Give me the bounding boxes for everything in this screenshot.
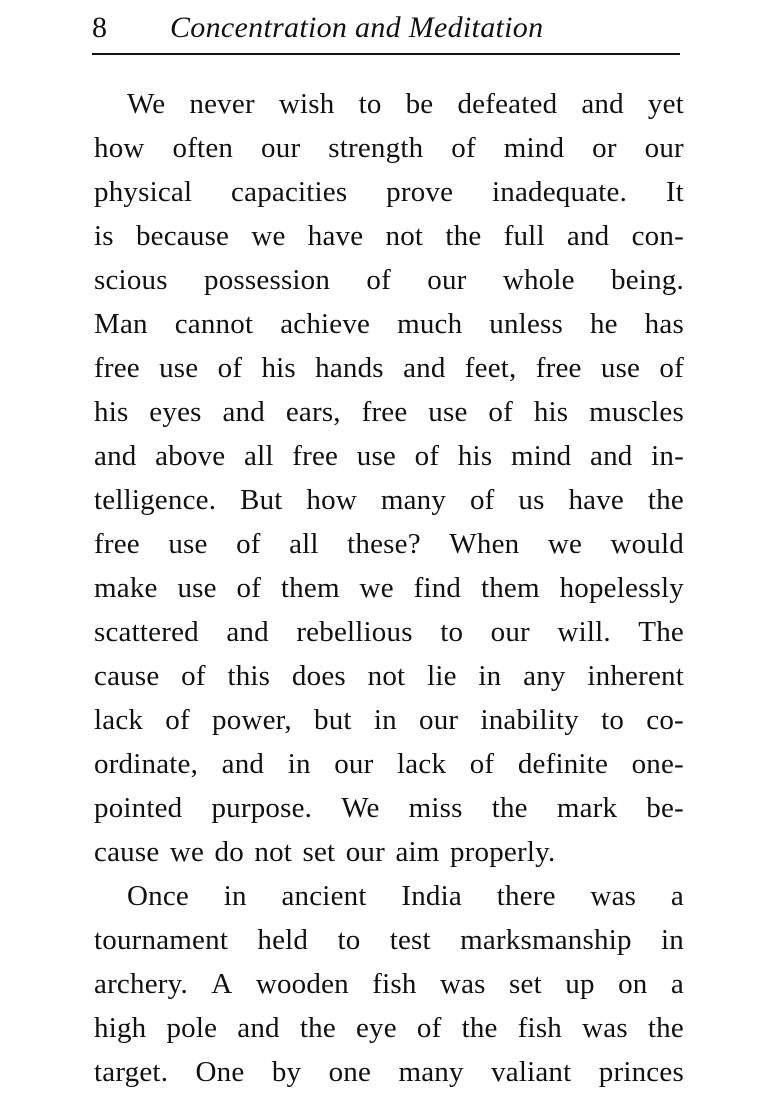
page-number: 8 [92,11,107,44]
text-line: Once in ancient India there was a [127,880,684,912]
text-line: target. One by one many valiant princes [94,1056,684,1088]
running-head [92,8,682,54]
paragraph [94,82,684,874]
text-line: archery. A wooden fish was set up on a [94,968,684,1000]
text-line: telligence. But how many of us have the [94,484,684,516]
text-line: free use of his hands and feet, free use of [94,352,684,384]
text-line: pointed purpose. We miss the mark be- [94,792,684,824]
text-line: and above all free use of his mind and in- [94,440,684,472]
text-line: physical capacities prove inadequate. It [94,176,684,208]
text-line: how often our strength of mind or our [94,132,684,164]
text-line: high pole and the eye of the fish was the [94,1012,684,1044]
text-line: cause of this does not lie in any inherent [94,660,684,692]
text-line: is because we have not the full and con- [94,220,684,252]
text-line: ordinate, and in our lack of definite one- [94,748,684,780]
running-head-title: Concentration and Meditation [170,11,544,44]
header-rule [92,53,680,55]
text-line: Man cannot achieve much unless he has [94,308,684,340]
text-line: make use of them we find them hopelessly [94,572,684,604]
text-line: cause we do not set our aim properly. [94,836,556,868]
text-line: lack of power, but in our inability to co- [94,704,684,736]
text-line: tournament held to test marksmanship in [94,924,684,956]
paragraph [94,874,684,1094]
text-line: scious possession of our whole being. [94,264,684,296]
text-line: free use of all these? When we would [94,528,684,560]
text-line: his eyes and ears, free use of his muscles [94,396,684,428]
body-text [94,82,684,1094]
text-line: scattered and rebellious to our will. The [94,616,684,648]
text-line: We never wish to be defeated and yet [127,88,684,120]
